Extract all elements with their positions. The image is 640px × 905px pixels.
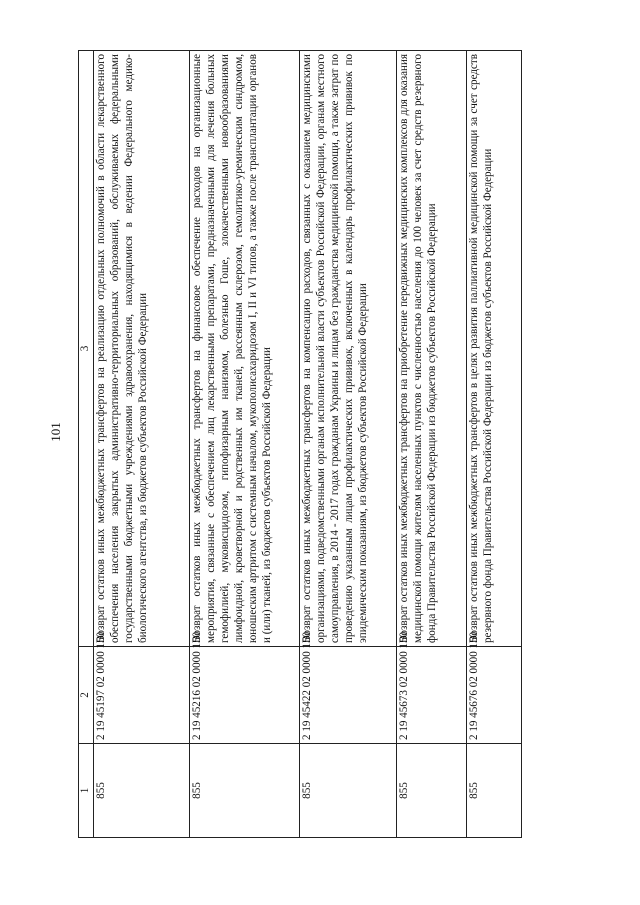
table-row	[300, 51, 397, 838]
column-header-2: 2	[79, 647, 94, 744]
budget-code-cell: 2 19 45676 02 0000 150	[467, 647, 522, 744]
column-header-3: 3	[79, 51, 94, 647]
admin-code-cell: 855	[94, 744, 190, 838]
budget-code-cell: 2 19 45422 02 0000 150	[300, 647, 397, 744]
admin-code-cell: 855	[190, 744, 300, 838]
table-row	[397, 51, 467, 838]
table-header-row	[79, 51, 94, 838]
page-number: 101	[48, 422, 63, 442]
description-cell: Возврат остатков иных межбюджетных трансфертов в целях развития паллиативной медицинской помощи за счет средств резервного фонда Правительства Российской Федерации из бюджетов субъектов Российской Федерации	[467, 51, 522, 647]
budget-code-cell: 2 19 45673 02 0000 150	[397, 647, 467, 744]
description-cell: Возврат остатков иных межбюджетных трансфертов на приобретение передвижных медицинских комплексов для оказания медицинской помощи жителям населенных пунктов с численностью населения до 100 человек за счет средств резервного фонда Правительства Российской Федерации из бюджетов субъектов Российской Федерации	[397, 51, 467, 647]
admin-code-cell: 855	[397, 744, 467, 838]
description-cell: Возврат остатков иных межбюджетных трансфертов на финансовое обеспечение расходов на организационные мероприятия, связанные с обеспечением лиц лекарственными препаратами, предназначенными для лечения больных гемофилией, муковисцидозом, гипофизарным нанизмом, болезнью Гоше, злокачественными новообразованиями лимфоидной, кроветворной и родственных им тканей, рассеянным склерозом, гемолитико-уремическим синдромом, юношеским артритом с системным началом, мукополисахаридозом I, II и VI типов, а также после трансплантации органов и (или) тканей, из бюджетов субъектов Российской Федерации	[190, 51, 300, 647]
description-cell: Возврат остатков иных межбюджетных трансфертов на реализацию отдельных полномочий в области лекарственного обеспечения населения закрытых административно-территориальных образований, обслуживаемых федеральными государственными бюджетными учреждениями здравоохранения, находящимися в ведении Федерального медико-биологического агентства, из бюджетов субъектов Российской Федерации	[94, 51, 190, 647]
admin-code-cell: 855	[300, 744, 397, 838]
table-row	[467, 51, 522, 838]
description-cell: Возврат остатков иных межбюджетных трансфертов на компенсацию расходов, связанных с оказанием медицинскими организациями, подведомственными органам исполнительной власти субъектов Российской Федерации, органам местного самоуправления, в 2014 - 2017 годах гражданам Украины и лицам без гражданства медицинской помощи, а также затрат по проведению указанным лицам профилактических прививок, включенных в календарь профилактических прививок по эпидемическим показаниям, из бюджетов субъектов Российской Федерации	[300, 51, 397, 647]
budget-classification-table	[78, 50, 522, 838]
column-header-1: 1	[79, 744, 94, 838]
admin-code-cell: 855	[467, 744, 522, 838]
table-row	[190, 51, 300, 838]
budget-code-cell: 2 19 45216 02 0000 150	[190, 647, 300, 744]
table-row	[94, 51, 190, 838]
rotated-table-container	[78, 51, 564, 838]
budget-code-cell: 2 19 45197 02 0000 150	[94, 647, 190, 744]
